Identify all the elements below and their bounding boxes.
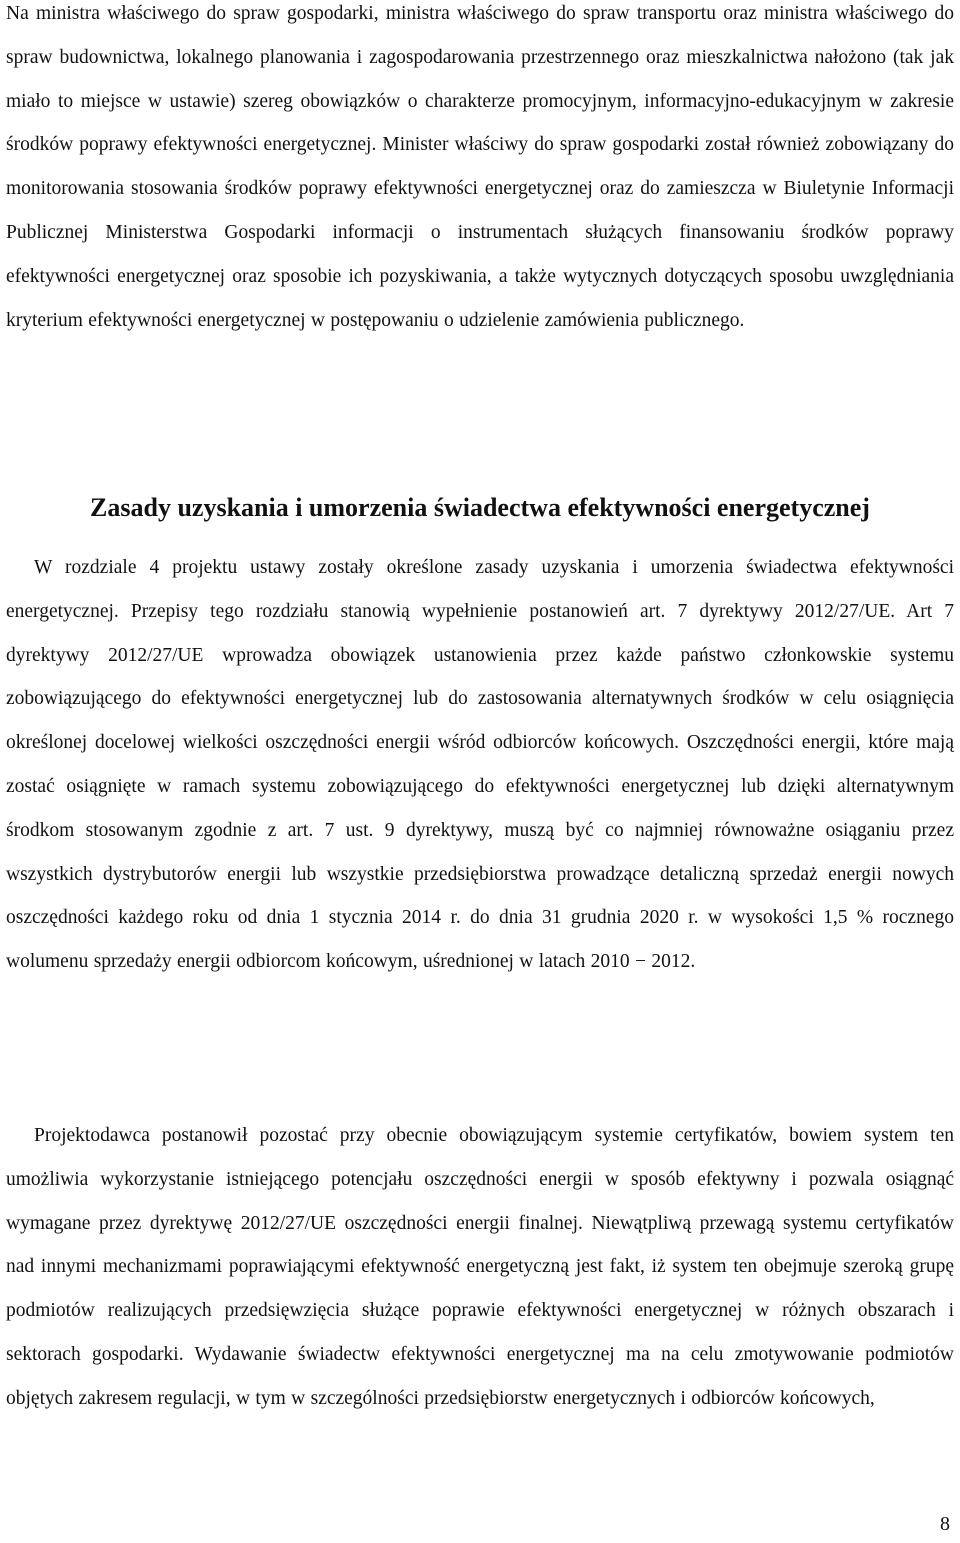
paragraph-chapter-4: W rozdziale 4 projektu ustawy zostały określone zasady uzyskania i umorzenia świadectwa efektywności energetycznej. Przepisy tego rozdziału stanowią wypełnienie postanowień art. 7 dyrektywy 2012/27/UE. Art 7 dyrektywy 2012/27/UE wprowadza obowiązek ustanowienia przez każde państwo członkowskie systemu zobowiązującego do efektywności energetycznej lub do zastosowania alternatywnych środków w celu osiągnięcia określonej docelowej wielkości oszczędności energii wśród odbiorców końcowych. Oszczędności energii, które mają zostać osiągnięte w ramach systemu zobowiązującego do efektywności energetycznej lub dzięki alternatywnym środkom stosowanym zgodnie z art. 7 ust. 9 dyrektywy, muszą być co najmniej równoważne osiąganiu przez wszystkich dystrybutorów energii lub wszystkie przedsiębiorstwa prowadzące detaliczną sprzedaż energii nowych oszczędności każdego roku od dnia 1 stycznia 2014 r. do dnia 31 grudnia 2020 r. w wysokości 1,5 % rocznego wolumenu sprzedaży energii odbiorcom końcowym, uśrednionej w latach 2010 − 2012.	[6, 557, 954, 973]
paragraph-certificate-system: Projektodawca postanowił pozostać przy obecnie obowiązującym systemie certyfikatów, bowiem system ten umożliwia wykorzystanie istniejącego potencjału oszczędności energii w sposób efektywny i pozwala osiągnąć wymagane przez dyrektywę 2012/27/UE oszczędności energii finalnej. Niewątpliwą przewagą systemu certyfikatów nad innymi mechanizmami poprawiającymi efektywność energetyczną jest fakt, iż system ten obejmuje szeroką grupę podmiotów realizujących przedsięwzięcia służące poprawie efektywności energetycznej w różnych obszarach i sektorach gospodarki. Wydawanie świadectw efektywności energetycznej ma na celu zmotywowanie podmiotów objętych zakresem regulacji, w tym w szczególności przedsiębiorstw energetycznych i odbiorców końcowych,	[6, 1125, 954, 1409]
section-heading: Zasady uzyskania i umorzenia świadectwa efektywności energetycznej	[90, 493, 870, 522]
page-number: 8	[940, 1513, 950, 1535]
document-page	[6, 0, 954, 1543]
paragraph-ministers-obligations: Na ministra właściwego do spraw gospodarki, ministra właściwego do spraw transportu oraz ministra właściwego do spraw budownictwa, lokalnego planowania i zagospodarowania przestrzennego oraz mieszkalnictwa nałożono (tak jak miało to miejsce w ustawie) szereg obowiązków o charakterze promocyjnym, informacyjno-edukacyjnym w zakresie środków poprawy efektywności energetycznej. Minister właściwy do spraw gospodarki został również zobowiązany do monitorowania stosowania środków poprawy efektywności energetycznej oraz do zamieszcza w Biuletynie Informacji Publicznej Ministerstwa Gospodarki informacji o instrumentach służących finansowaniu środków poprawy efektywności energetycznej oraz sposobie ich pozyskiwania, a także wytycznych dotyczących sposobu uwzględniania kryterium efektywności energetycznej w postępowaniu o udzielenie zamówienia publicznego.	[6, 3, 954, 331]
